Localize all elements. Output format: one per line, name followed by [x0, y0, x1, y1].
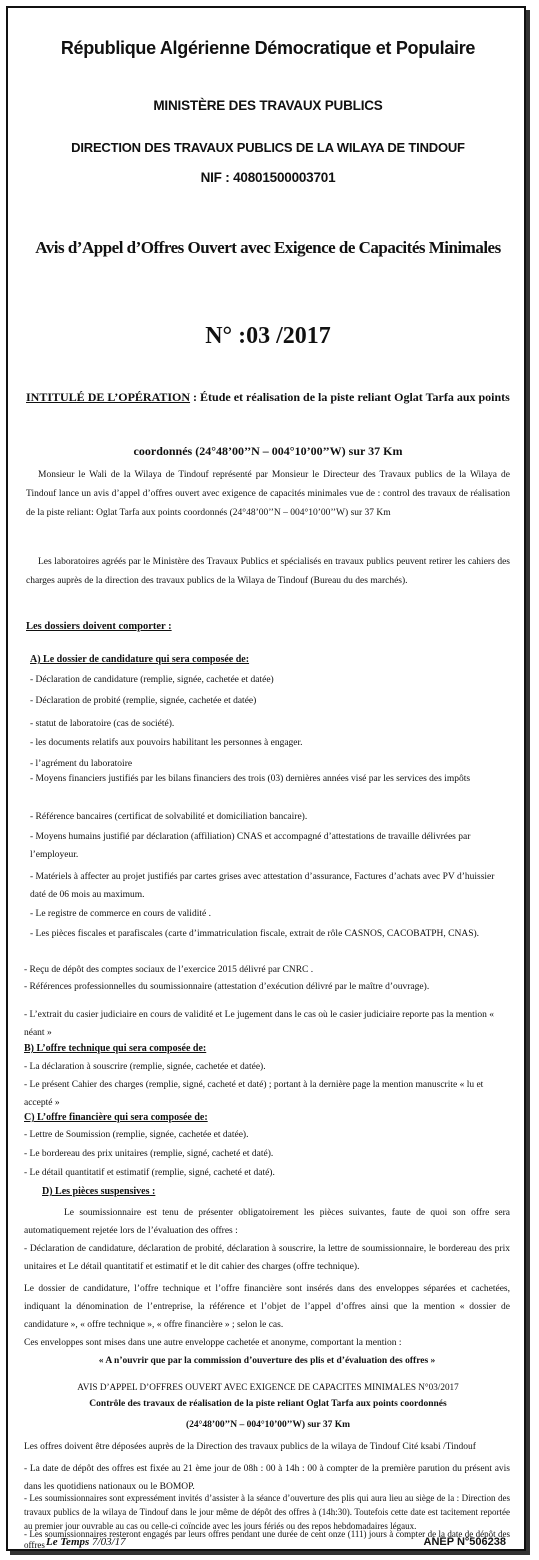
section-a-extra: - L’extrait du casier judiciaire en cours de validité et Le jugement dans le cas où le casier judiciaire reporte pas la mention « néant »	[24, 1010, 494, 1038]
section-c-item: - Le détail quantitatif et estimatif (remplie, signé, cacheté et daté).	[24, 1168, 275, 1178]
journal-credit	[46, 1536, 126, 1548]
republic-header: République Algérienne Démocratique et Populaire	[60, 38, 476, 58]
intro-paragraph-2: Les laboratoires agréés par le Ministère des Travaux Publics et spécialisés en travaux publics peuvent retirer les cahiers des charges auprès de la direction des travaux publics de la Wilaya de Tindouf (Bureau du des marchés).	[26, 557, 510, 586]
operation-label: INTITULÉ DE L’OPÉRATION	[26, 390, 191, 404]
section-b-item: - La déclaration à souscrire (remplie, signée, cachetée et datée).	[24, 1062, 266, 1072]
recap-coordinates: (24°48’00’’N – 004°10’00’’W) sur 37 Km	[185, 1420, 351, 1430]
final-paragraph: - La date de dépôt des offres est fixée au 21 ème jour de 08h : 00 à 14h : 00 à compter de la première parution du présent avis dans les quotidiens nationaux ou le BOMOP.	[24, 1464, 510, 1492]
section-a-item: - Déclaration de candidature (remplie, signée, cachetée et datée)	[30, 675, 274, 685]
final-paragraph: - Les soumissionnaires resteront engagés par leurs offres pendant une durée de cent onze (111) jours à compter de la date de dépôt des offres	[24, 1529, 510, 1550]
envelope-mention: « A n’ouvrir que par la commission d’ouverture des plis et d’évaluation des offres »	[98, 1356, 436, 1366]
section-a-item: - Référence bancaires (certificat de solvabilité et domiciliation bancaire).	[30, 812, 308, 822]
intro-paragraph-1: Monsieur le Wali de la Wilaya de Tindouf représenté par Monsieur le Directeur des Travaux publics de la Wilaya de Tindouf lance un avis d’appel d’offres ouvert avec exigence de capacités minimales vue de : control des travaux de réalisation de la piste reliant: Oglat Tarfa aux points coordonnés (24°48’00’’N – 004°10’00’’W) sur 37 Km	[26, 470, 510, 518]
section-a-heading: A) Le dossier de candidature qui sera composée de:	[30, 654, 250, 665]
section-a-extra: - Références professionnelles du soumissionnaire (attestation d’exécution délivré par le maître d’ouvrage).	[24, 982, 430, 992]
final-paragraph: - Les soumissionnaires sont expressément invités d’assister à la séance d’ouverture des plis qui aura lieu au siège de la : Direction des travaux publics de la wilaya de Tindouf dans le jour même de dépôt des offres à (14h:30). Toutefois cette date est tacitement reportée au premier jour ouvrable au cas ou celle-ci coïncide avec les jours fériés ou des repos hebdomadaires légaux.	[24, 1493, 510, 1531]
section-d-paragraph: - Déclaration de candidature, déclaration de probité, déclaration à souscrire, la lettre de soumissionnaire, le bordereau des prix unitaires et Le détail quantitatif et estimatif et le dit cahier des charges (offre technique).	[24, 1244, 510, 1272]
document-frame	[6, 6, 526, 1551]
section-c-heading: C) L’offre financière qui sera composée de:	[24, 1112, 208, 1123]
journal-name: Le Temps	[46, 1536, 90, 1548]
section-a-item: - Moyens financiers justifiés par les bilans financiers des trois (03) dernières années visé par les services des impôts	[30, 774, 471, 784]
operation-title	[26, 390, 516, 405]
notice-title: Avis d’Appel d’Offres Ouvert avec Exigence de Capacités Minimales	[35, 238, 501, 257]
section-d-paragraph: Le soumissionnaire est tenu de présenter obligatoirement les pièces suivantes, faute de quoi son offre sera automatiquement rejetée lors de l’évaluation des offres :	[24, 1208, 510, 1236]
page-footer	[6, 1534, 526, 1554]
section-a-item: - Déclaration de probité (remplie, signée, cachetée et datée)	[30, 696, 257, 706]
operation-coordinates: coordonnés (24°48’00’’N – 004°10’00’’W) sur 37 Km	[133, 444, 403, 458]
operation-text: : Étude et réalisation de la piste reliant Oglat Tarfa aux points	[190, 390, 510, 404]
section-a-item: - Matériels à affecter au projet justifiés par cartes grises avec attestation d’assurance, Factures d’achats avec PV d’huissier daté de 06 mois au maximum.	[30, 872, 495, 900]
dossiers-heading: Les dossiers doivent comporter :	[26, 621, 172, 632]
final-paragraph: Les offres doivent être déposées auprès de la Direction des travaux publics de la wilaya de Tindouf Cité ksabi /Tindouf	[24, 1442, 476, 1452]
section-a-item: - Les pièces fiscales et parafiscales (carte d’immatriculation fiscale, extrait de rôle CASNOS, CACOBATPH, CNAS).	[30, 929, 480, 939]
nif-line: NIF : 40801500003701	[200, 170, 336, 185]
section-d-heading: D) Les pièces suspensives :	[42, 1186, 156, 1197]
section-d-paragraph: Ces enveloppes sont mises dans une autre enveloppe cachetée et anonyme, comportant la mention :	[24, 1338, 402, 1348]
section-a-item: - Le registre de commerce en cours de validité .	[30, 909, 211, 919]
section-c-item: - Lettre de Soumission (remplie, signée, cachetée et datée).	[24, 1130, 249, 1140]
section-a-item: - l’agrément du laboratoire	[30, 759, 133, 769]
section-a-item: - les documents relatifs aux pouvoirs habilitant les personnes à engager.	[30, 738, 303, 748]
notice-number: N° :03 /2017	[205, 323, 331, 349]
section-c-item: - Le bordereau des prix unitaires (remplie, signé, cacheté et daté).	[24, 1149, 274, 1159]
section-d-paragraph: Le dossier de candidature, l’offre technique et l’offre financière sont insérés dans des enveloppes séparées et cachetées, indiquant la dénomination de l’entreprise, la référence et l’objet de l’appel d’offres ainsi que la mention « dossier de candidature », « offre technique », « offre financière » ; selon le cas.	[24, 1284, 510, 1330]
ministry-header: MINISTÈRE DES TRAVAUX PUBLICS	[153, 98, 383, 113]
section-a-item: - Moyens humains justifié par déclaration (affiliation) CNAS et accompagné d’attestations de travaille délivrées par l’employeur.	[30, 832, 471, 860]
recap-title: AVIS D’APPEL D’OFFRES OUVERT AVEC EXIGENCE DE CAPACITES MINIMALES N°03/2017	[77, 1382, 459, 1392]
section-a-item: - statut de laboratoire (cas de société).	[30, 719, 175, 729]
section-a-extra: - Reçu de dépôt des comptes sociaux de l’exercice 2015 délivré par CNRC .	[24, 965, 314, 975]
anep-reference: ANEP N°506238	[423, 1536, 506, 1548]
section-b-item: - Le présent Cahier des charges (remplie, signé, cacheté et daté) ; portant à la dernière page la mention manuscrite « lu et accepté »	[24, 1080, 484, 1108]
publication-date: 7/03/17	[92, 1536, 126, 1548]
section-b-heading: B) L’offre technique qui sera composée de:	[24, 1043, 207, 1054]
recap-subtitle: Contrôle des travaux de réalisation de la piste reliant Oglat Tarfa aux points coordonnés	[89, 1399, 447, 1409]
direction-header: DIRECTION DES TRAVAUX PUBLICS DE LA WILAYA DE TINDOUF	[71, 140, 465, 155]
